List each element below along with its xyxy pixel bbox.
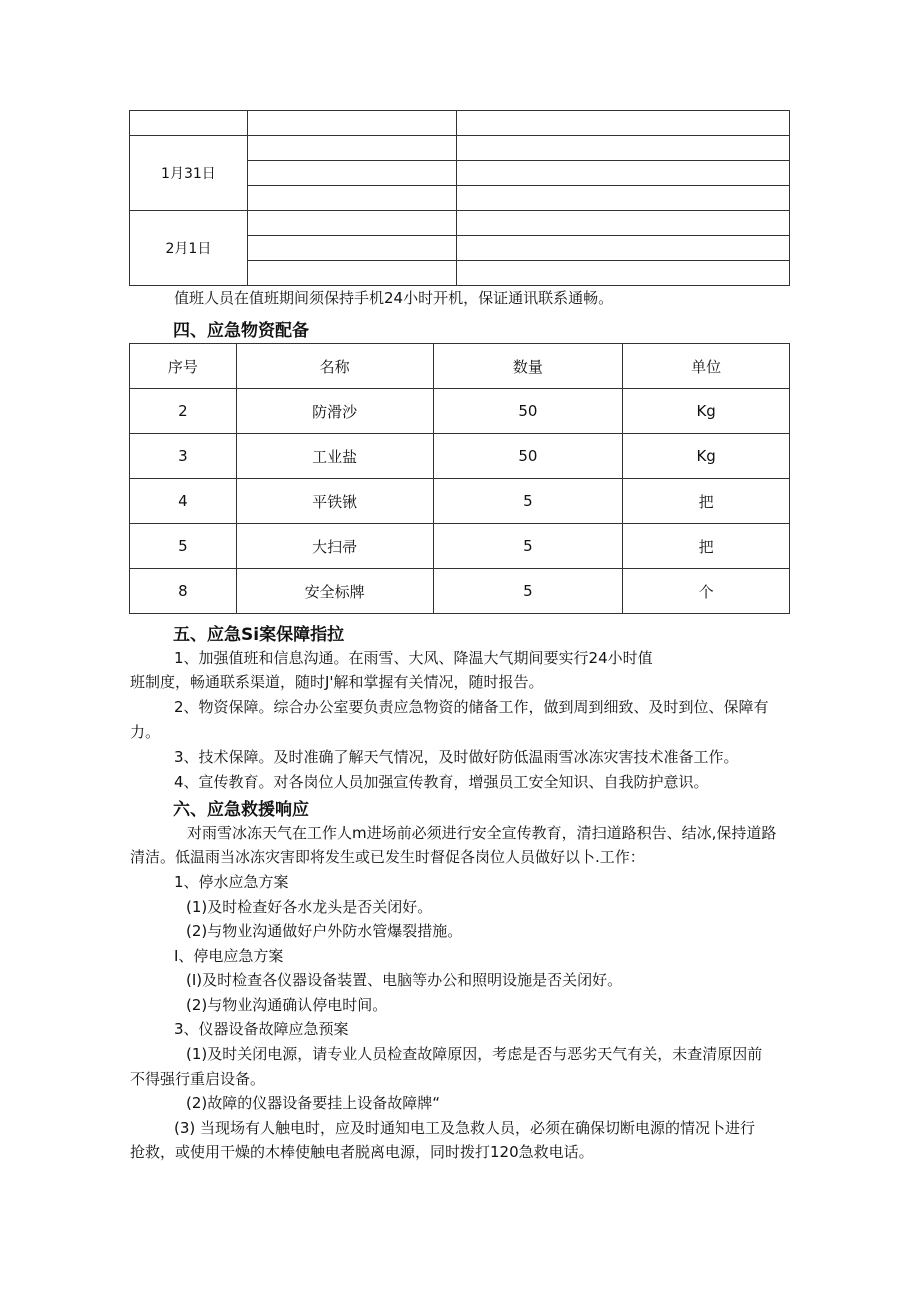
table-cell: 50 bbox=[433, 389, 623, 434]
subheading: 3、仪器设备故障应急预案 bbox=[174, 1020, 349, 1038]
paragraph: 班制度，畅通联系渠道，随时J'解和掌握有关情况，随时报告。 bbox=[130, 673, 544, 691]
paragraph: 清洁。低温雨当冰冻灾害即将发生或已发生时督促各岗位人员做好以卜.工作： bbox=[130, 848, 645, 866]
paragraph: 对雨雪冰冻天气在工作人m进场前必须进行安全宣传教育，清扫道路积告、结冰,保持道路 bbox=[187, 824, 777, 842]
column-header: 名称 bbox=[236, 344, 433, 389]
paragraph: 4、宣传教育。对各岗位人员加强宣传教育，增强员工安全知识、自我防护意识。 bbox=[174, 773, 709, 791]
table-cell bbox=[247, 111, 456, 136]
section-heading-supplies: 四、应急物资配备 bbox=[173, 321, 309, 341]
emergency-supplies-table bbox=[129, 343, 790, 614]
table-cell: 8 bbox=[130, 569, 237, 614]
table-cell: 把 bbox=[623, 479, 790, 524]
table-cell bbox=[247, 261, 456, 286]
list-item: (1)及时关闭电源，请专业人员检查故障原因，考虑是否与恶劣天气有关，未查清原因前 bbox=[186, 1045, 763, 1063]
table-cell: 2 bbox=[130, 389, 237, 434]
table-cell: 3 bbox=[130, 434, 237, 479]
table-cell: Kg bbox=[623, 389, 790, 434]
table-row bbox=[130, 479, 790, 524]
table-header-row bbox=[130, 344, 790, 389]
table-cell bbox=[456, 236, 789, 261]
paragraph: 2、物资保障。综合办公室要负责应急物资的储备工作，做到周到细致、及时到位、保障有 bbox=[174, 698, 769, 716]
column-header: 数量 bbox=[433, 344, 623, 389]
list-item: (2)与物业沟通确认停电时间。 bbox=[186, 996, 388, 1014]
table-cell bbox=[456, 261, 789, 286]
table-row bbox=[130, 569, 790, 614]
section-heading-response: 六、应急救援响应 bbox=[173, 800, 309, 820]
table-row bbox=[130, 136, 790, 161]
table-cell: 防滑沙 bbox=[236, 389, 433, 434]
duty-date-cell: 1月31日 bbox=[130, 136, 248, 211]
table-cell: 大扫帚 bbox=[236, 524, 433, 569]
paragraph: 1、加强值班和信息沟通。在雨雪、大风、降温大气期间要实行24小时值 bbox=[174, 649, 653, 667]
paragraph: 不得强行重启设备。 bbox=[130, 1070, 266, 1088]
table-cell bbox=[247, 136, 456, 161]
subheading: I、停电应急方案 bbox=[174, 947, 284, 965]
paragraph: 抢救，或使用干燥的木棒使触电者脱离电源，同时拨打120急救电话。 bbox=[130, 1143, 594, 1161]
table-cell: 个 bbox=[623, 569, 790, 614]
table-cell: 5 bbox=[130, 524, 237, 569]
table-cell bbox=[130, 111, 248, 136]
table-cell: Kg bbox=[623, 434, 790, 479]
duty-date-cell: 2月1日 bbox=[130, 211, 248, 286]
table-cell: 5 bbox=[433, 569, 623, 614]
table-row bbox=[130, 111, 790, 136]
table-cell bbox=[247, 161, 456, 186]
table-row bbox=[130, 211, 790, 236]
table-cell: 4 bbox=[130, 479, 237, 524]
list-item: (I)及时检查各仪器设备装置、电脑等办公和照明设施是否关闭好。 bbox=[186, 971, 623, 989]
table-cell: 50 bbox=[433, 434, 623, 479]
table-row bbox=[130, 524, 790, 569]
column-header: 序号 bbox=[130, 344, 237, 389]
paragraph: 力。 bbox=[130, 723, 161, 741]
duty-note: 值班人员在值班期间须保持手机24小时开机，保证通讯联系通畅。 bbox=[174, 289, 614, 307]
table-row bbox=[130, 434, 790, 479]
table-row bbox=[130, 389, 790, 434]
list-item: (2)故障的仪器设备要挂上设备故障牌“ bbox=[186, 1094, 441, 1112]
table-cell bbox=[247, 236, 456, 261]
table-cell: 安全标牌 bbox=[236, 569, 433, 614]
table-cell bbox=[247, 186, 456, 211]
table-cell bbox=[456, 161, 789, 186]
table-cell bbox=[456, 111, 789, 136]
table-cell bbox=[247, 211, 456, 236]
table-cell: 工业盐 bbox=[236, 434, 433, 479]
table-cell: 平铁锹 bbox=[236, 479, 433, 524]
table-cell: 5 bbox=[433, 524, 623, 569]
table-cell bbox=[456, 136, 789, 161]
subheading: 1、停水应急方案 bbox=[174, 873, 289, 891]
list-item: (1)及时检查好各水龙头是否关闭好。 bbox=[186, 898, 433, 916]
duty-roster-table bbox=[129, 110, 790, 286]
table-cell: 把 bbox=[623, 524, 790, 569]
paragraph: 3、技术保障。及时准确了解天气情况，及时做好防低温雨雪冰冻灾害技术准备工作。 bbox=[174, 748, 739, 766]
section-heading-safeguards: 五、应急Si案保障指拉 bbox=[173, 625, 345, 645]
table-cell: 5 bbox=[433, 479, 623, 524]
list-item: (2)与物业沟通做好户外防水管爆裂措施。 bbox=[186, 922, 463, 940]
column-header: 单位 bbox=[623, 344, 790, 389]
list-item: (3) 当现场有人触电时，应及时通知电工及急救人员，必须在确保切断电源的情况卜进行 bbox=[174, 1119, 756, 1137]
table-cell bbox=[456, 211, 789, 236]
table-cell bbox=[456, 186, 789, 211]
